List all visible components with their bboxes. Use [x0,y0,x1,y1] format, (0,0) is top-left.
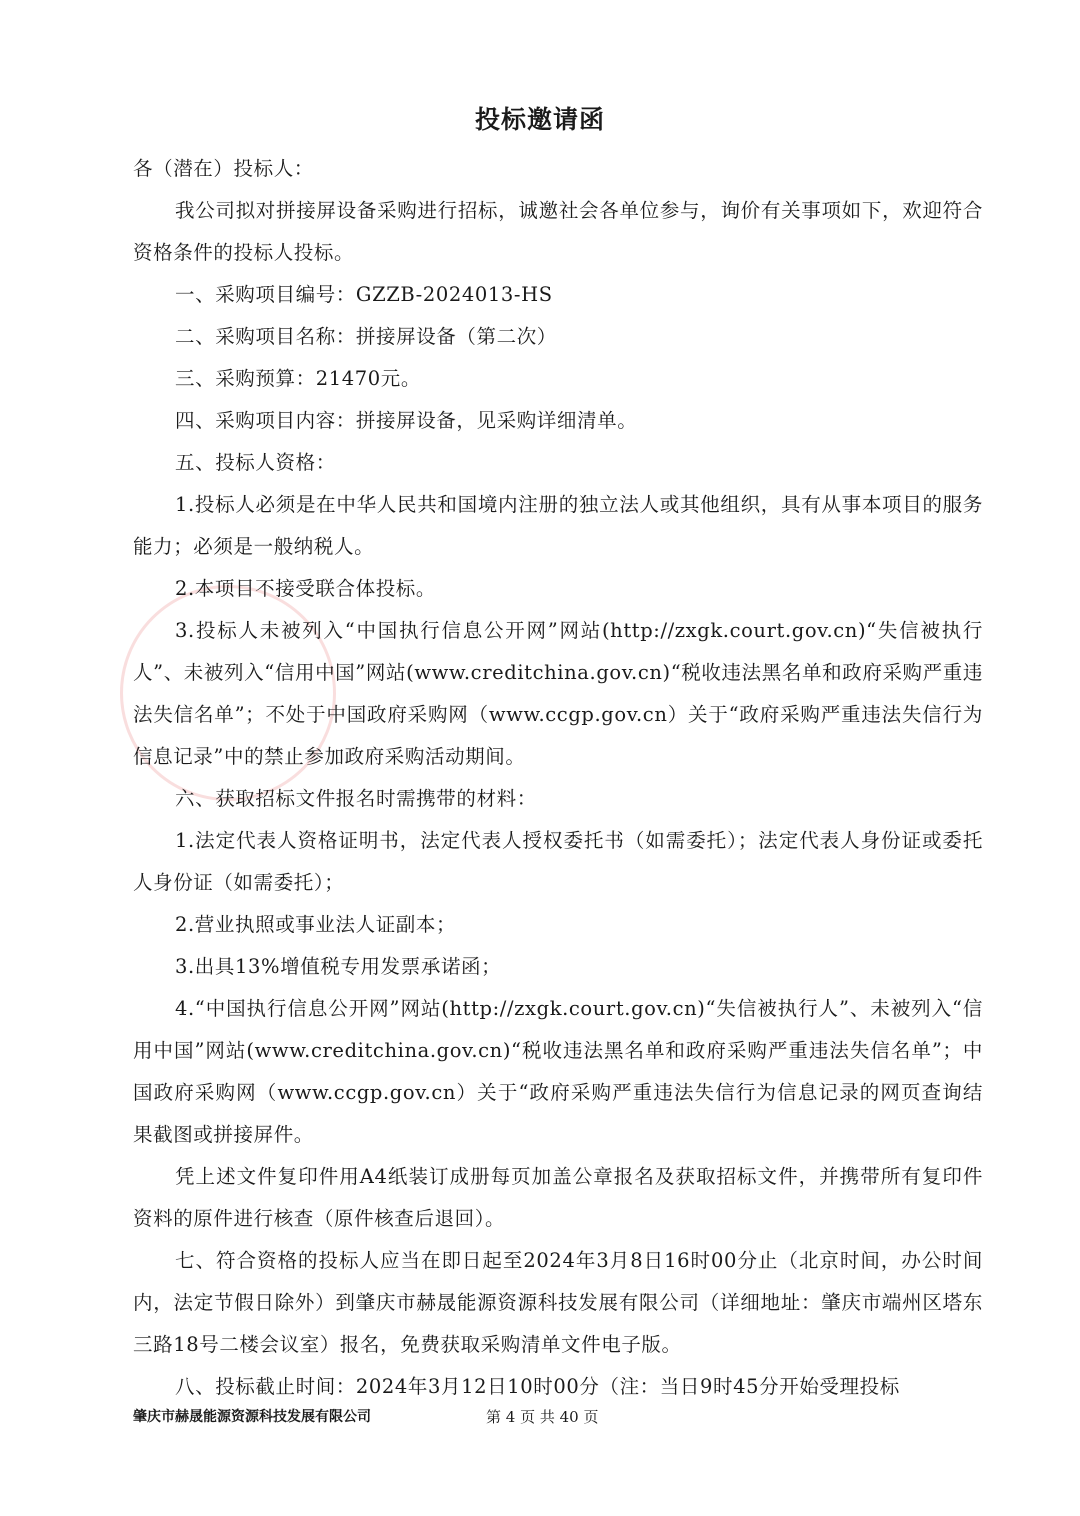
page-footer [133,1406,983,1436]
salutation: 各（潜在）投标人： [133,157,314,180]
paragraph: 4.“中国执行信息公开网”网站(http://zxgk.court.gov.cn)“失信被执行人”、未被列入“信用中国”网站(www.creditchina.gov.cn)“税收违法黑名单和政府采购严重违法失信名单”；中国政府采购网（www.ccgp.gov.cn）关于“政府采购严重违法失信行为信息记录的网页查询结果截图或拼接屏件。 [133,997,983,1146]
paragraph: 2.本项目不接受联合体投标。 [175,577,437,600]
paragraph: 一、采购项目编号：GZZB-2024013-HS [175,283,553,306]
paragraph: 我公司拟对拼接屏设备采购进行招标，诚邀社会各单位参与，询价有关事项如下，欢迎符合资格条件的投标人投标。 [133,199,983,264]
paragraph: 1.投标人必须是在中华人民共和国境内注册的独立法人或其他组织，具有从事本项目的服务能力；必须是一般纳税人。 [133,493,983,558]
paragraph: 二、采购项目名称：拼接屏设备（第二次） [175,325,557,348]
paragraph: 1.法定代表人资格证明书，法定代表人授权委托书（如需委托）；法定代表人身份证或委托人身份证（如需委托）； [133,829,983,894]
paragraph: 七、符合资格的投标人应当在即日起至2024年3月8日16时00分止（北京时间，办公时间内，法定节假日除外）到肇庆市赫晟能源资源科技发展有限公司（详细地址：肇庆市端州区塔东三路18号二楼会议室）报名，免费获取采购清单文件电子版。 [133,1249,983,1356]
paragraph: 3.投标人未被列入“中国执行信息公开网”网站(http://zxgk.court.gov.cn)“失信被执行人”、未被列入“信用中国”网站(www.creditchina.gov.cn)“税收违法黑名单和政府采购严重违法失信名单”；不处于中国政府采购网（www.ccgp.gov.cn）关于“政府采购严重违法失信行为信息记录”中的禁止参加政府采购活动期间。 [133,619,983,768]
paragraph: 八、投标截止时间：2024年3月12日10时00分（注：当日9时45分开始受理投标 [175,1375,900,1398]
paragraph: 3.出具13%增值税专用发票承诺函； [175,955,502,978]
document-title: 投标邀请函 [474,105,605,134]
document-body [133,148,983,1408]
paragraph: 五、投标人资格： [175,451,336,474]
footer-page-number: 第 4 页 共 40 页 [486,1408,599,1426]
paragraph: 六、获取招标文件报名时需携带的材料： [175,787,537,810]
paragraph: 凭上述文件复印件用A4纸装订成册每页加盖公章报名及获取招标文件，并携带所有复印件资料的原件进行核查（原件核查后退回）。 [133,1165,983,1230]
footer-company: 肇庆市赫晟能源资源科技发展有限公司 [133,1409,371,1425]
paragraph: 三、采购预算：21470元。 [175,367,421,390]
paragraph: 2.营业执照或事业法人证副本； [175,913,457,936]
paragraph: 四、采购项目内容：拼接屏设备，见采购详细清单。 [175,409,638,432]
